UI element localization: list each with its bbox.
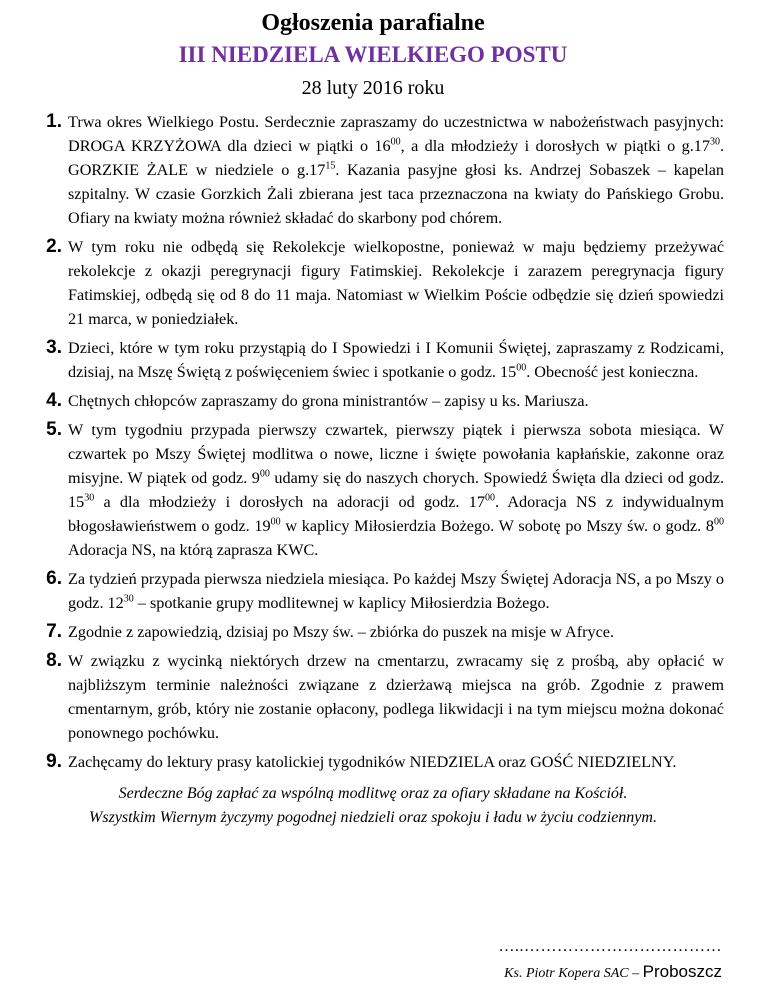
time-minutes: 15 — [325, 160, 336, 172]
announcement-number: 4. — [46, 390, 62, 411]
text-run: . GORZKIE ŻALE w niedziele o g.17 — [68, 137, 724, 179]
time-minutes: 00 — [516, 362, 527, 374]
time-minutes: 30 — [123, 593, 134, 605]
signature-block — [499, 938, 723, 984]
announcement-number: 5. — [46, 419, 62, 440]
announcement-item — [22, 649, 724, 745]
text-run: udamy się do naszych chorych. Spowiedź Święta dla dzieci od godz. 15 — [68, 469, 724, 511]
signer — [499, 962, 723, 984]
time-minutes: 00 — [259, 468, 270, 480]
time-minutes: 00 — [270, 516, 281, 528]
text-run: Adoracja NS, na którą zaprasza KWC. — [68, 541, 319, 559]
text-run: . Kazania pasyjne głosi ks. Andrzej Sobaszek – kapelan szpitalny. W czasie Gorzkich Żali zbierana jest taca przeznaczona na kwiaty do Pańskiego Grobu. Ofiary na kwiaty można również składać do skarbony pod chórem. — [68, 161, 725, 227]
time-minutes: 30 — [709, 136, 720, 148]
announcement-item — [22, 389, 724, 413]
announcement-item — [22, 418, 724, 562]
text-run: Chętnych chłopców zapraszamy do grona ministrantów – zapisy u ks. Mariusza. — [68, 392, 589, 410]
announcement-text — [68, 336, 724, 384]
text-run: Dzieci, które w tym roku przystąpią do I Spowiedzi i I Komunii Świętej, zapraszamy z Rodzicami, dzisiaj, na Mszę Świętą z poświęceniem świec i spotkanie o godz. 15 — [68, 339, 724, 381]
text-run: Za tydzień przypada pierwsza niedziela miesiąca. Po każdej Mszy Świętej Adoracja NS, a po Mszy o godz. 12 — [68, 570, 724, 612]
text-run: . Obecność jest konieczna. — [526, 363, 699, 381]
announcement-number: 6. — [46, 568, 62, 589]
document-title: Ogłoszenia parafialne — [261, 10, 485, 36]
announcement-number: 7. — [46, 621, 62, 642]
announcement-number: 3. — [46, 337, 62, 358]
text-run: w kaplicy Miłosierdzia Bożego. W sobotę po Mszy św. o godz. 8 — [280, 517, 714, 535]
announcement-item — [22, 750, 724, 774]
announcement-text — [68, 418, 724, 562]
announcement-number: 9. — [46, 751, 62, 772]
signer-role: Proboszcz — [642, 962, 722, 981]
closing-wishes: Wszystkim Wiernym życzymy pogodnej niedzieli oraz spokoju i ładu w życiu codziennym. — [89, 809, 657, 826]
announcement-text — [68, 389, 724, 413]
text-run: Zachęcamy do lektury prasy katolickiej tygodników NIEDZIELA oraz GOŚĆ NIEDZIELNY. — [68, 753, 677, 771]
announcement-item — [22, 567, 724, 615]
signer-name: Ks. Piotr Kopera SAC – — [504, 966, 643, 981]
text-run: – spotkanie grupy modlitewnej w kaplicy Miłosierdzia Bożego. — [133, 594, 550, 612]
text-run: W tym tygodniu przypada pierwszy czwartek, pierwszy piątek i pierwsza sobota miesiąca. W czwartek po Mszy Świętej modlitwa o nowe, liczne i święte powołania kapłańskie, zakonne oraz misyjne. W piątek od godz. 9 — [68, 421, 724, 487]
text-run: , a dla młodzieży i dorosłych w piątki o g.17 — [400, 137, 710, 155]
announcement-text — [68, 649, 724, 745]
announcement-text — [68, 620, 724, 644]
announcement-list — [22, 110, 724, 774]
announcement-number: 8. — [46, 650, 62, 671]
announcement-item — [22, 110, 724, 230]
time-minutes: 00 — [713, 516, 724, 528]
document-date: 28 luty 2016 roku — [301, 77, 445, 99]
time-minutes: 30 — [84, 492, 95, 504]
closing-thanks: Serdeczne Bóg zapłać za wspólną modlitwę oraz za ofiary składane na Kościół. — [118, 785, 628, 802]
text-run: W tym roku nie odbędą się Rekolekcje wielkopostne, ponieważ w maju będziemy przeżywać rekolekcje z okazji peregrynacji figury Fatimskiej. Rekolekcje i zarazem peregrynacja figury Fatimskiej, odbędą się od 8 do 11 maja. Natomiast w Wielkim Poście odbędzie się dzień spowiedzi 21 marca, w poniedziałek. — [68, 238, 724, 328]
time-minutes: 00 — [484, 492, 495, 504]
time-minutes: 00 — [390, 136, 401, 148]
text-run: W związku z wycinką niektórych drzew na cmentarzu, zwracamy się z prośbą, aby opłacić w najbliższym terminie należności związane z dzierżawą miejsca na grób. Zgodnie z prawem cmentarnym, grób, który nie zostanie opłacony, podlega likwidacji i na tym miejscu można dokonać ponownego pochówku. — [68, 652, 724, 742]
text-run: Zgodnie z zapowiedzią, dzisiaj po Mszy św. – zbiórka do puszek na misje w Afryce. — [68, 623, 615, 641]
text-run: Trwa okres Wielkiego Postu. Serdecznie zapraszamy do uczestnictwa w nabożeństwach pasyjnych: DROGA KRZYŻOWA dla dzieci w piątki o 16 — [68, 113, 724, 155]
text-run: . Adoracja NS z indywidualnym błogosławieństwem o godz. 19 — [68, 493, 724, 535]
liturgical-sunday-heading: III NIEDZIELA WIELKIEGO POSTU — [178, 42, 568, 67]
signature-line: …..……………………………… — [498, 938, 722, 955]
announcement-number: 1. — [46, 111, 62, 132]
announcement-text — [68, 110, 724, 230]
announcement-item — [22, 620, 724, 644]
announcement-text — [68, 750, 724, 774]
announcement-item — [22, 336, 724, 384]
announcement-text — [68, 567, 724, 615]
text-run: a dla młodzieży i dorosłych na adoracji od godz. 17 — [94, 493, 485, 511]
announcement-text — [68, 235, 724, 331]
announcement-number: 2. — [46, 236, 62, 257]
announcement-item — [22, 235, 724, 331]
